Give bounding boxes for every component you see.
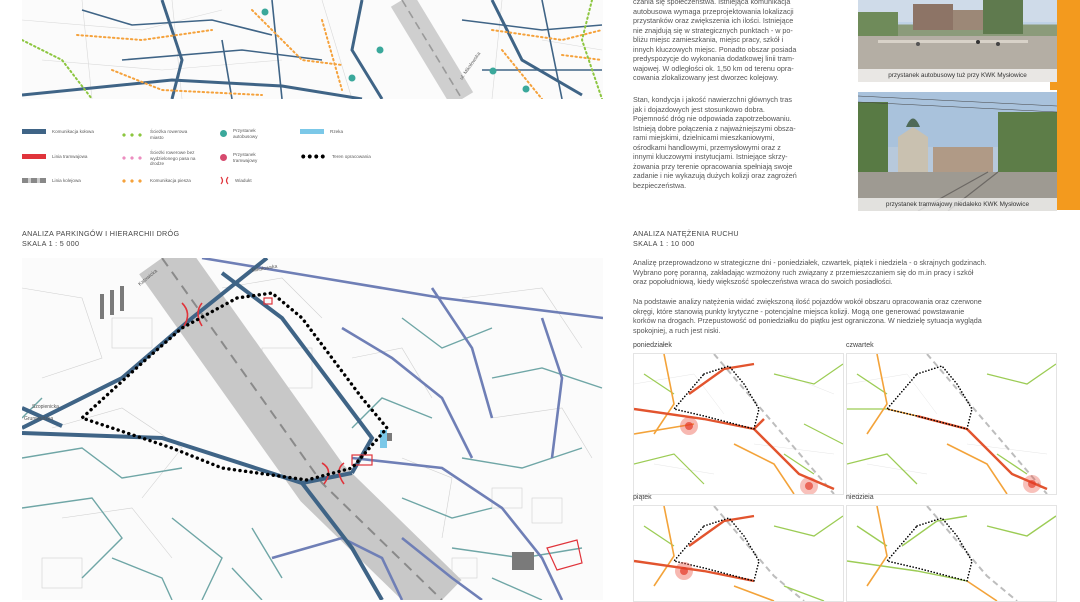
street-label-0: Katowicka: [137, 268, 159, 288]
day-label-monday: poniedziałek: [633, 342, 672, 349]
pedestrian-dots-icon: [120, 179, 144, 183]
legend-road: Komunikacja kołowa: [22, 129, 94, 135]
condition-line-6: innymi kluczowymi instytucjami. Istniejące skrzy-: [633, 152, 788, 161]
traffic-p2-line-1: okręgi, które stanowią punkty krytyczne - potencjalne miejsca kolizji. Mogą one generować powstawanie: [633, 306, 965, 316]
tram-line-icon: [22, 154, 46, 159]
condition-line-1: jak i dojazdowych jest stosunkowo dobra.: [633, 104, 765, 114]
traffic-svg-sunday: [847, 506, 1056, 601]
traffic-p1-line-2: oraz popołudniową, kiedy większość społeczeństwa wraca do swoich posiadłości.: [633, 277, 893, 286]
traffic-title: ANALIZA NATĘŻENIA RUCHU: [633, 229, 739, 238]
day-label-sunday: niedziela: [846, 494, 874, 501]
parking-map-svg: [22, 258, 603, 600]
condition-line-4: rami miejskimi, dzielnicami mieszkaniowymi,: [633, 133, 775, 142]
traffic-p2-line-3: spokojniej, a ruch jest niski.: [633, 325, 721, 335]
parking-title: ANALIZA PARKINGÓW I HIERARCHII DRÓG: [22, 229, 180, 238]
traffic-para-1: [633, 258, 1073, 287]
traffic-map-thursday: [846, 353, 1057, 495]
photo-caption-bus: przystanek autobusowy tuż przy KWK Mysłowice: [858, 69, 1057, 82]
traffic-map-friday: [633, 505, 844, 602]
traffic-p2-line-2: korków na drogach. Przepustowość od poniedziałku do piątku jest ograniczona. W niedzielę sytuacja wygląda: [633, 316, 982, 325]
street-label-1: Mikołowska: [251, 263, 278, 274]
traffic-map-monday: [633, 353, 844, 495]
photo-bus-stop: [858, 0, 1057, 82]
intro-text: [633, 0, 833, 83]
day-label-thursday: czwartek: [846, 342, 874, 349]
traffic-p1-line-0: Analizę przeprowadzono w strategiczne dni - poniedziałek, czwartek, piątek i niedziela - o skrajnych godzinach.: [633, 258, 987, 267]
photo-caption-tram: przystanek tramwajowy niedaleko KWK Mysłowice: [858, 198, 1057, 211]
condition-line-3: Istnieją dobre połączenia z najważniejszymi obsza-: [633, 123, 796, 133]
traffic-svg-monday: [634, 354, 843, 494]
condition-line-9: bezpieczeństwa.: [633, 180, 687, 190]
condition-line-7: żowania przy terenie opracowania spełniają swoje: [633, 161, 793, 171]
day-label-friday: piątek: [633, 494, 652, 501]
site-boundary-dots-icon: [300, 154, 326, 159]
intro-line-6: predyspozycje do wykonania dodatkowej linii tram-: [633, 54, 795, 63]
river-line-icon: [300, 129, 324, 134]
condition-line-5: ośrodkami handlowymi, przemysłowymi oraz z: [633, 142, 781, 152]
parking-scale: SKALA 1 : 5 000: [22, 239, 80, 248]
intro-line-5: innych kluczowych miejsc. Ponadto obszar posiada: [633, 44, 797, 54]
condition-line-8: zadanie i nie wykazują dużych kolizji oraz zagrożeń: [633, 171, 797, 180]
top-transport-map: [22, 0, 603, 99]
intro-line-3: nie znajdują się w strategicznych punktach - w po-: [633, 25, 793, 35]
legend-river: Rzeka: [300, 129, 343, 135]
tram-stop-dot-icon: [220, 154, 227, 161]
intro-line-1: autobusowa wymaga przeprojektowania lokalizacji: [633, 6, 794, 16]
legend-bike-lane: Ścieżki rowerowe bez wydzielonego pasa na drodze: [120, 150, 202, 167]
tram-stop-photo-drawing: [858, 92, 1057, 211]
rail-line-icon: [22, 178, 46, 183]
intro-line-8: cowania zlokalizowany jest dworzec kolejowy.: [633, 73, 779, 82]
street-label-3: Szopienicka: [32, 404, 59, 410]
bike-lane-dots-icon: [120, 156, 144, 160]
photo-tram-stop: [858, 92, 1057, 211]
top-map-svg: [22, 0, 603, 99]
traffic-map-sunday: [846, 505, 1057, 602]
condition-text: [633, 95, 833, 190]
condition-line-0: Stan, kondycja i jakość nawierzchni głównych tras: [633, 95, 792, 104]
svg-text:ul. Mikołowska: ul. Mikołowska: [458, 51, 483, 82]
bike-path-dots-icon: [120, 133, 144, 137]
legend-tram-stop: Przystanek tramwajowy: [220, 152, 271, 163]
traffic-p1-line-1: Wybrano porę poranną, zakładając wzmożony ruch związany z przemieszczaniem się do m.in pracy i szkół: [633, 267, 974, 277]
road-line-icon: [22, 129, 46, 134]
traffic-para-2: [633, 297, 1073, 335]
legend-tram: Linia tramwajowa: [22, 154, 88, 160]
traffic-p2-line-0: Na podstawie analizy natężenia widać zwiększoną ilość pojazdów wokół obszaru opracowania oraz czerwone: [633, 297, 982, 306]
traffic-svg-thursday: [847, 354, 1056, 494]
intro-line-7: wajowej. W odległości ok. 1,50 km od terenu opra-: [633, 63, 794, 73]
accent-bar: [1057, 0, 1080, 210]
traffic-scale: SKALA 1 : 10 000: [633, 239, 695, 248]
intro-line-4: bliżu miejsc zamieszkania, miejsc pracy, szkół i: [633, 35, 784, 44]
legend-bike-path: Ścieżka rowerowa miasto: [120, 129, 192, 140]
condition-line-2: Pojemność dróg nie odpowiada zapotrzebowaniu.: [633, 114, 792, 123]
intro-line-0: czania się społeczeństwa. Istniejąca komunikacja: [633, 0, 791, 6]
street-label-2: Grunwaldzka: [24, 416, 54, 422]
traffic-svg-friday: [634, 506, 843, 601]
parking-hierarchy-map: [22, 258, 603, 600]
legend-bus-stop: Przystanek autobusowy: [220, 128, 271, 139]
viaduct-symbol-icon: [220, 176, 229, 185]
intro-line-2: przystanków oraz zwiększenia ich ilości. Istniejące: [633, 16, 794, 25]
legend-pedestrian: Komunikacja piesza: [120, 178, 191, 184]
bus-stop-dot-icon: [220, 130, 227, 137]
legend-viaduct: Wiadukt: [220, 176, 252, 185]
legend-site-boundary: Teren opracowania: [300, 154, 371, 160]
legend-rail: Linia kolejowa: [22, 178, 81, 184]
